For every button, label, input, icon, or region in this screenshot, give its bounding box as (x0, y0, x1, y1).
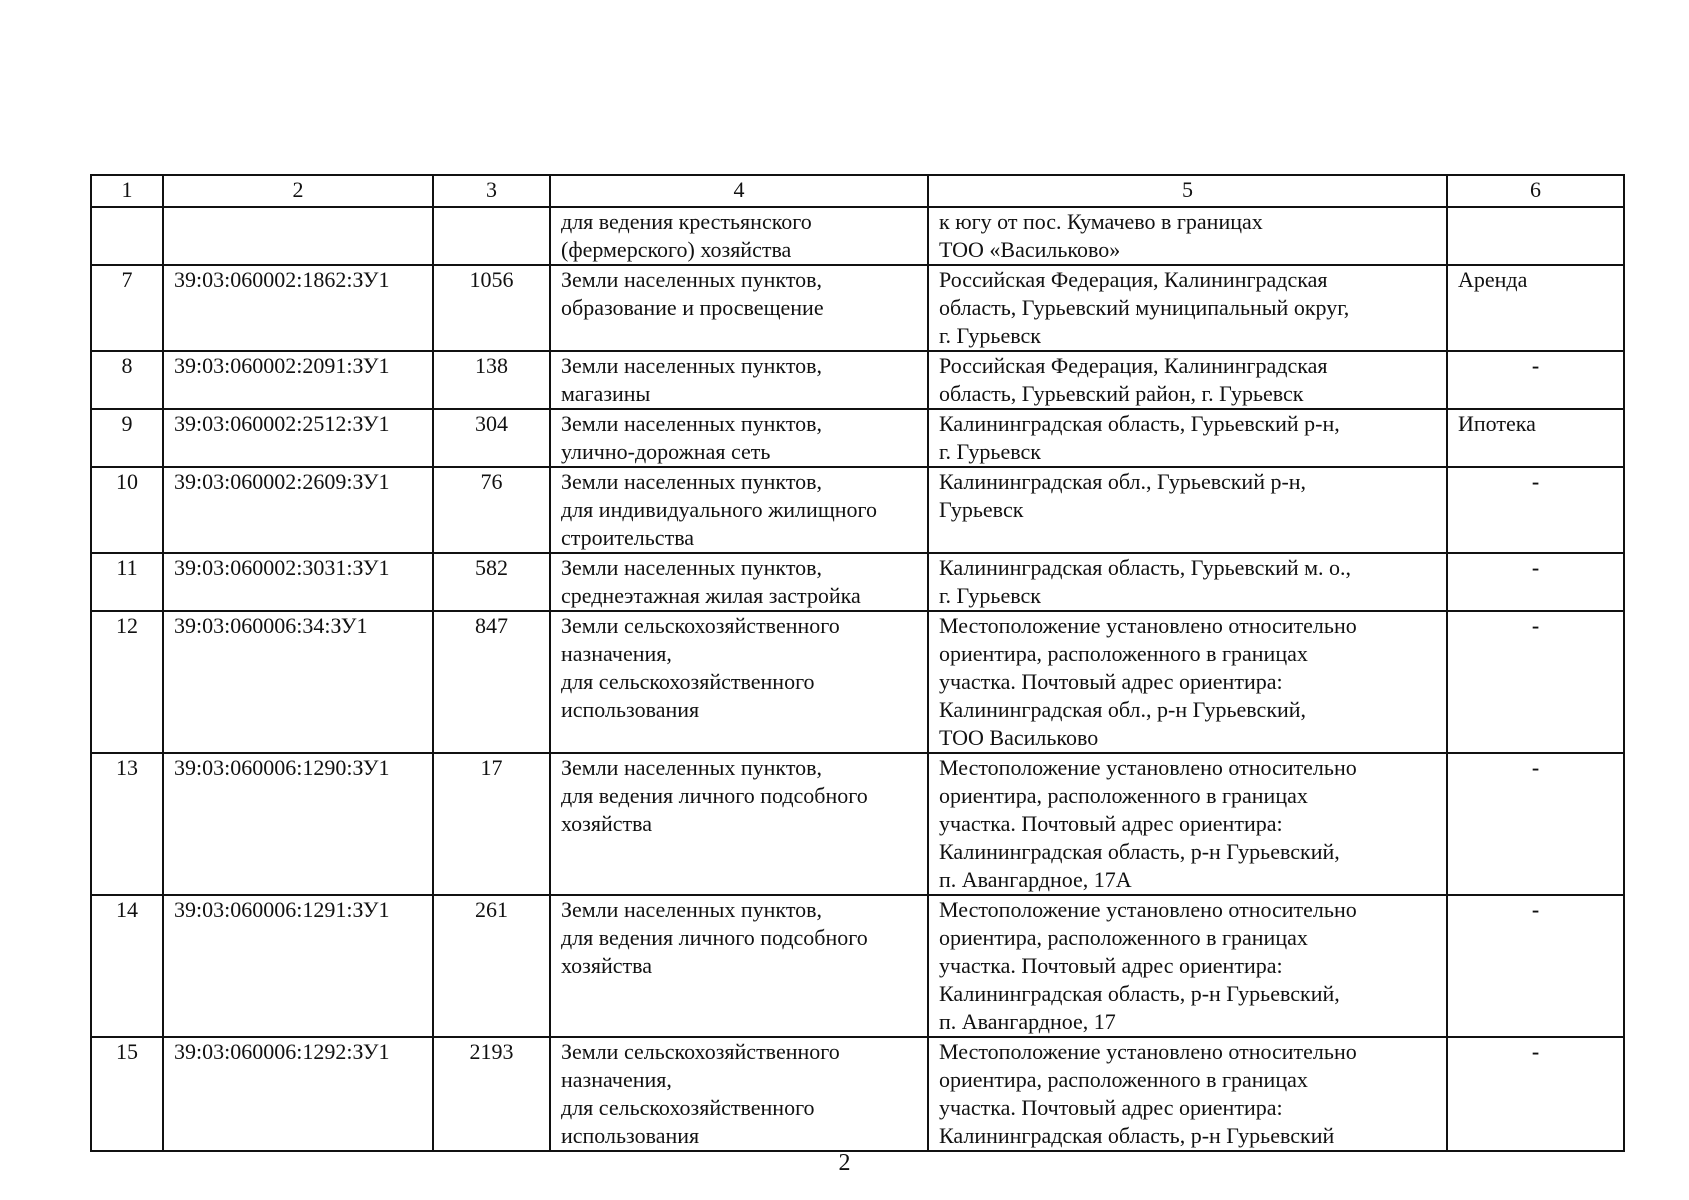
plot-location: Местоположение установлено относительно ориентира, расположенного в границах участка. Почтовый адрес ориентира: Калининградская обл., р-н Гурьевский, ТОО Васильково (928, 611, 1447, 753)
land-category: Земли населенных пунктов, для ведения личного подсобного хозяйства (550, 895, 928, 1037)
plot-area: 261 (433, 895, 550, 1037)
column-number-1: 1 (91, 175, 163, 207)
plot-location: Местоположение установлено относительно ориентира, расположенного в границах участка. Почтовый адрес ориентира: Калининградская область, р-н Гурьевский, п. Авангардное, 17 (928, 895, 1447, 1037)
encumbrance: - (1447, 553, 1624, 611)
row-number: 12 (91, 611, 163, 753)
table-header-row (91, 175, 1624, 207)
plot-area: 1056 (433, 265, 550, 351)
plot-area: 138 (433, 351, 550, 409)
plot-location: Российская Федерация, Калининградская область, Гурьевский район, г. Гурьевск (928, 351, 1447, 409)
column-number-2: 2 (163, 175, 433, 207)
land-category: Земли населенных пунктов, улично-дорожная сеть (550, 409, 928, 467)
cadastral-number: 39:03:060002:2609:ЗУ1 (163, 467, 433, 553)
encumbrance: - (1447, 611, 1624, 753)
cadastral-number: 39:03:060006:34:ЗУ1 (163, 611, 433, 753)
row-number: 7 (91, 265, 163, 351)
cadastral-number: 39:03:060006:1291:ЗУ1 (163, 895, 433, 1037)
plot-location: Российская Федерация, Калининградская область, Гурьевский муниципальный округ, г. Гурьевск (928, 265, 1447, 351)
plot-location: Местоположение установлено относительно ориентира, расположенного в границах участка. Почтовый адрес ориентира: Калининградская область, р-н Гурьевский (928, 1037, 1447, 1151)
land-plot-table (90, 174, 1625, 1152)
land-category: Земли сельскохозяйственного назначения, для сельскохозяйственного использования (550, 611, 928, 753)
table-row (91, 467, 1624, 553)
cadastral-number: 39:03:060006:1290:ЗУ1 (163, 753, 433, 895)
encumbrance: Ипотека (1447, 409, 1624, 467)
encumbrance: Аренда (1447, 265, 1624, 351)
plot-area (433, 207, 550, 265)
land-category: Земли населенных пунктов, образование и просвещение (550, 265, 928, 351)
column-number-4: 4 (550, 175, 928, 207)
table-row (91, 895, 1624, 1037)
table-row (91, 351, 1624, 409)
plot-area: 76 (433, 467, 550, 553)
cadastral-number: 39:03:060006:1292:ЗУ1 (163, 1037, 433, 1151)
table-body (91, 175, 1624, 1151)
row-number (91, 207, 163, 265)
plot-location: Калининградская обл., Гурьевский р-н, Гурьевск (928, 467, 1447, 553)
table-row (91, 1037, 1624, 1151)
table-row (91, 265, 1624, 351)
plot-area: 2193 (433, 1037, 550, 1151)
row-number: 13 (91, 753, 163, 895)
cadastral-number: 39:03:060002:2512:ЗУ1 (163, 409, 433, 467)
plot-location: Местоположение установлено относительно ориентира, расположенного в границах участка. Почтовый адрес ориентира: Калининградская область, р-н Гурьевский, п. Авангардное, 17А (928, 753, 1447, 895)
plot-location: Калининградская область, Гурьевский м. о., г. Гурьевск (928, 553, 1447, 611)
table-row (91, 611, 1624, 753)
encumbrance: - (1447, 895, 1624, 1037)
plot-area: 847 (433, 611, 550, 753)
row-number: 14 (91, 895, 163, 1037)
row-number: 10 (91, 467, 163, 553)
cadastral-number: 39:03:060002:1862:ЗУ1 (163, 265, 433, 351)
table-row (91, 409, 1624, 467)
table-row (91, 753, 1624, 895)
land-category: Земли сельскохозяйственного назначения, для сельскохозяйственного использования (550, 1037, 928, 1151)
plot-area: 582 (433, 553, 550, 611)
column-number-6: 6 (1447, 175, 1624, 207)
table-row (91, 553, 1624, 611)
plot-location: Калининградская область, Гурьевский р-н, г. Гурьевск (928, 409, 1447, 467)
plot-area: 17 (433, 753, 550, 895)
encumbrance: - (1447, 351, 1624, 409)
cadastral-number (163, 207, 433, 265)
cadastral-number: 39:03:060002:2091:ЗУ1 (163, 351, 433, 409)
row-number: 15 (91, 1037, 163, 1151)
row-number: 9 (91, 409, 163, 467)
cadastral-number: 39:03:060002:3031:ЗУ1 (163, 553, 433, 611)
column-number-3: 3 (433, 175, 550, 207)
plot-area: 304 (433, 409, 550, 467)
land-category: Земли населенных пунктов, для ведения личного подсобного хозяйства (550, 753, 928, 895)
column-number-5: 5 (928, 175, 1447, 207)
land-category: Земли населенных пунктов, среднеэтажная жилая застройка (550, 553, 928, 611)
row-number: 11 (91, 553, 163, 611)
encumbrance: - (1447, 467, 1624, 553)
land-category: Земли населенных пунктов, для индивидуального жилищного строительства (550, 467, 928, 553)
row-number: 8 (91, 351, 163, 409)
land-category: для ведения крестьянского (фермерского) хозяйства (550, 207, 928, 265)
plot-location: к югу от пос. Кумачево в границах ТОО «Васильково» (928, 207, 1447, 265)
encumbrance (1447, 207, 1624, 265)
land-category: Земли населенных пунктов, магазины (550, 351, 928, 409)
table-row (91, 207, 1624, 265)
encumbrance: - (1447, 753, 1624, 895)
page-number: 2 (838, 1150, 851, 1176)
encumbrance: - (1447, 1037, 1624, 1151)
